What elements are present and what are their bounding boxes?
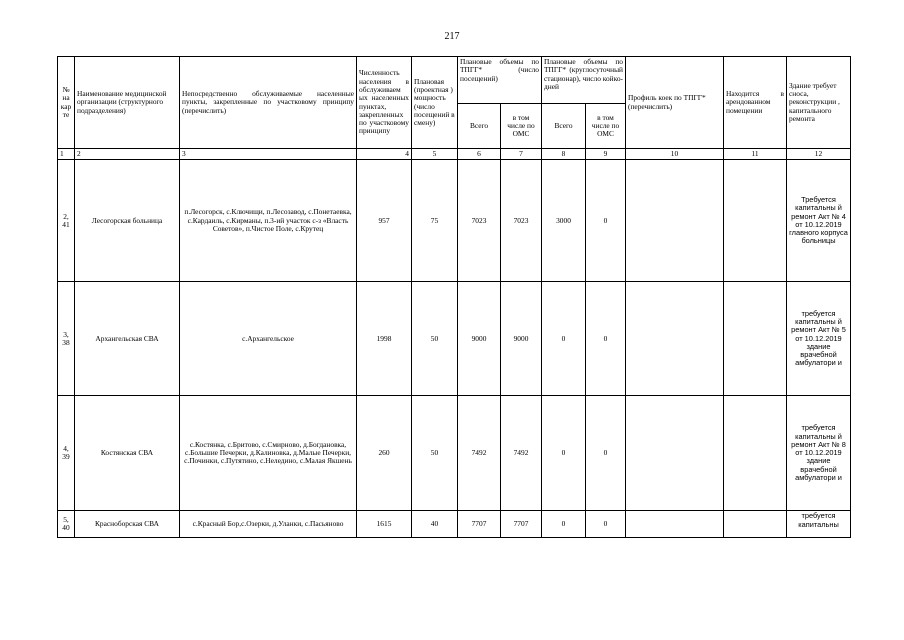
header-capacity: Плановая (проектная ) мощность (число посещений в смену) — [412, 57, 458, 149]
row-rented — [724, 511, 787, 538]
header-settlements: Непосредственно обслуживаемые населенные пункты, закрепленные по участковому принципу (перечислить) — [180, 57, 357, 149]
row-settlements: с.Архангельское — [180, 282, 357, 396]
row-bed-profile — [626, 511, 724, 538]
column-number: 9 — [586, 149, 626, 160]
row-capacity: 50 — [412, 396, 458, 511]
row-repair: требуется капитальны й ремонт Акт № 5 от 10.12.2019 здание врачебной амбулатори и — [787, 282, 851, 396]
column-number-row — [58, 149, 851, 160]
row-repair: требуется капитальны — [787, 511, 851, 538]
row-repair: Требуется капитальны й ремонт Акт № 4 от 10.12.2019 главного корпуса больницы — [787, 160, 851, 282]
row-capacity: 40 — [412, 511, 458, 538]
row-visits-oms: 7023 — [501, 160, 542, 282]
row-visits-total: 9000 — [458, 282, 501, 396]
row-organization: Лесогорская больница — [75, 160, 180, 282]
column-number: 10 — [626, 149, 724, 160]
column-number: 3 — [180, 149, 357, 160]
table-row — [58, 282, 851, 396]
row-beds-total: 3000 — [542, 160, 586, 282]
row-organization: Красноборская СВА — [75, 511, 180, 538]
row-num: 3, 38 — [58, 282, 75, 396]
row-settlements: с.Костянка, с.Бритово, с.Смирново, д.Богдановка, с.Большие Печерки, д.Калиновка, д.Малые Печерки, с.Починки, с.Путятино, с.Неледино, с.Малая Якшень — [180, 396, 357, 511]
row-num: 4, 39 — [58, 396, 75, 511]
row-visits-total: 7707 — [458, 511, 501, 538]
row-bed-profile — [626, 396, 724, 511]
column-number: 11 — [724, 149, 787, 160]
row-rented — [724, 396, 787, 511]
row-organization: Архангельская СВА — [75, 282, 180, 396]
header-visits-oms: в том числе по ОМС — [501, 104, 542, 149]
row-beds-total: 0 — [542, 396, 586, 511]
row-settlements: с.Красный Бор,с.Озерки, д.Уланки, с.Пасьяново — [180, 511, 357, 538]
row-bed-profile — [626, 160, 724, 282]
header-organization: Наименование медицинской организации (структурного подразделения) — [75, 57, 180, 149]
page-number: 217 — [444, 31, 460, 42]
row-population: 260 — [357, 396, 412, 511]
facilities-table — [57, 56, 851, 538]
row-bed-profile — [626, 282, 724, 396]
row-beds-total: 0 — [542, 282, 586, 396]
header-population: Численность населения в обслуживаем ых населенных пунктах, закрепленных по участковому принципу — [357, 57, 412, 149]
row-organization: Костянская СВА — [75, 396, 180, 511]
column-number: 4 — [357, 149, 412, 160]
header-visits-total: Всего — [458, 104, 501, 149]
row-capacity: 50 — [412, 282, 458, 396]
table-row — [58, 396, 851, 511]
row-population: 1615 — [357, 511, 412, 538]
row-repair: требуется капитальны й ремонт Акт № 8 от 10.12.2019 здание врачебной амбулатори и — [787, 396, 851, 511]
header-beds-oms: в том числе по ОМС — [586, 104, 626, 149]
column-number: 2 — [75, 149, 180, 160]
column-number: 5 — [412, 149, 458, 160]
header-bed-days: Плановые объемы по ТПГГ* (круглосуточный стационар), число койко-дней — [542, 57, 626, 104]
row-visits-total: 7023 — [458, 160, 501, 282]
header-rented: Находится в арендованном помещении — [724, 57, 787, 149]
row-visits-oms: 7707 — [501, 511, 542, 538]
row-beds-oms: 0 — [586, 160, 626, 282]
header-repair: Здание требует сноса, реконструкции , капитального ремонта — [787, 57, 851, 149]
header-row — [58, 57, 851, 104]
row-beds-oms: 0 — [586, 396, 626, 511]
row-num: 5, 40 — [58, 511, 75, 538]
header-bed-profile: Профиль коек по ТПГГ* (перечислить) — [626, 57, 724, 149]
table-row — [58, 160, 851, 282]
row-visits-total: 7492 — [458, 396, 501, 511]
column-number: 1 — [58, 149, 75, 160]
row-beds-oms: 0 — [586, 511, 626, 538]
header-num: № на кар те — [58, 57, 75, 149]
column-number: 12 — [787, 149, 851, 160]
row-capacity: 75 — [412, 160, 458, 282]
header-visits: Плановые объемы по ТПГГ* (число посещений) — [458, 57, 542, 104]
row-visits-oms: 7492 — [501, 396, 542, 511]
table-row — [58, 511, 851, 538]
row-rented — [724, 160, 787, 282]
row-beds-oms: 0 — [586, 282, 626, 396]
row-population: 957 — [357, 160, 412, 282]
row-num: 2, 41 — [58, 160, 75, 282]
row-rented — [724, 282, 787, 396]
row-beds-total: 0 — [542, 511, 586, 538]
row-settlements: п.Лесогорск, с.Ключищи, п.Лесозавод, с.Понетаевка, с.Кардаиль, с.Кирманы, п.3-ий участок с-з «Власть Советов», п.Чистое Поле, с.Крутец — [180, 160, 357, 282]
column-number: 8 — [542, 149, 586, 160]
row-population: 1998 — [357, 282, 412, 396]
column-number: 6 — [458, 149, 501, 160]
row-visits-oms: 9000 — [501, 282, 542, 396]
column-number: 7 — [501, 149, 542, 160]
header-beds-total: Всего — [542, 104, 586, 149]
